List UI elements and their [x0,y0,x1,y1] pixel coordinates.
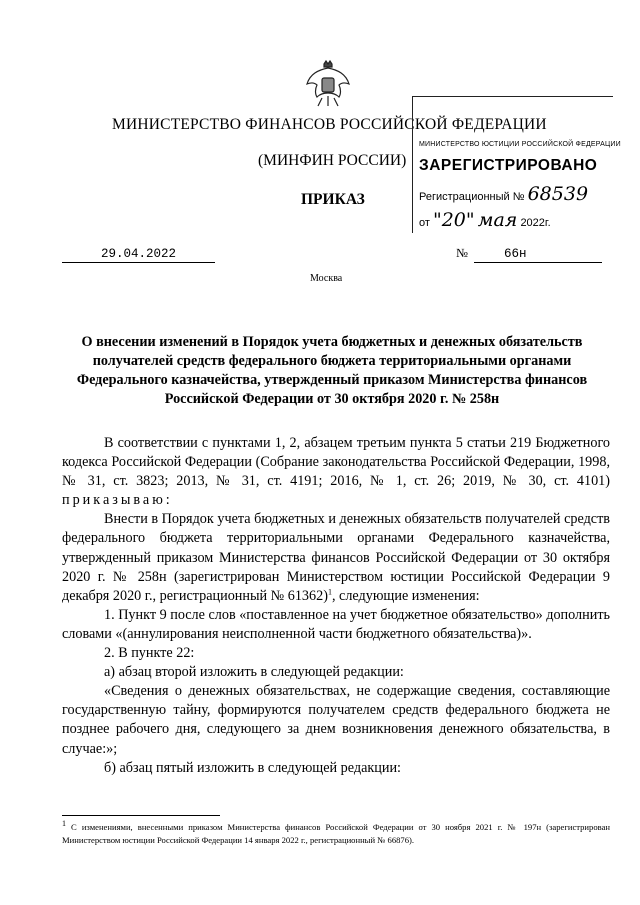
order-number-field [474,246,602,263]
document-title: О внесении изменений в Порядок учета бюджетных и денежных обязательств получателей средств федерального бюджета территориальными органами Федерального казначейства, утвержденный приказом Министерства финансов Российской Федерации от 30 октября 2020 г. № 258н [76,334,588,407]
stamp-reg-number: 68539 [527,183,589,205]
footnote [62,821,610,846]
stamp-date-day: "20" [432,209,475,231]
registration-stamp [412,96,621,233]
city: Москва [310,273,343,284]
paragraph-subitem-b: б) абзац пятый изложить в следующей редакции: [104,759,402,776]
footnote-text: С изменениями, внесенными приказом Министерства финансов Российской Федерации от 30 ноября 2021 г. № 197н (зарегистрирован Министерством юстиции Российской Федерации 14 января 2022 г., регистрационный № 66876). [62,822,610,845]
ministry-name: МИНИСТЕРСТВО ФИНАНСОВ РОССИЙСКОЙ ФЕДЕРАЦИИ [112,116,547,133]
stamp-reg-line [419,183,615,205]
paragraph-amend: Внести в Порядок учета бюджетных и денежных обязательств получателей средств федерального бюджета территориальными органами Федерального казначейства, утвержденный приказом Министерства финансов Российской Федерации от 30 октября 2020 г. № 258н (зарегистрирован Министерством юстиции Российской Федерации 9 декабря 2020 г., регистрационный № 61362)$^1$, следующие изменения: [62,511,610,604]
paragraph-quote: «Сведения о денежных обязательствах, не содержащие сведения, составляющие государственную тайну, формируются получателем средств федерального бюджета не позднее рабочего дня, следующего за днем возникновения денежного обязательства, в случае:»; [62,683,610,757]
paragraph-basis: В соответствии с пунктами 1, 2, абзацем третьим пункта 5 статьи 219 Бюджетного кодекса Российской Федерации (Собрание законодательства Российской Федерации, 1998, № 31, ст. 3823; 2013, № 31, ст. 4191; 2016, № 1, ст. 26; 2019, № 30, ст. 4101) приказываю: [62,435,610,509]
footnote-ref: 1 [327,587,332,597]
stamp-status: ЗАРЕГИСТРИРОВАНО [419,157,598,174]
footnote-divider [62,815,220,816]
stamp-date-month: мая [477,209,518,231]
stamp-date-label: от [419,217,430,229]
order-number-label: № [456,246,468,260]
document-body [62,434,610,778]
stamp-reg-label: Регистрационный № [419,191,525,203]
coat-of-arms-emblem-icon [302,58,354,110]
order-number: 66н [504,247,527,261]
order-word: приказываю: [62,492,173,509]
ministry-abbreviation: (МИНФИН РОССИИ) [258,152,407,169]
footnote-mark: 1 [62,819,66,829]
order-date: 29.04.2022 [62,246,215,263]
paragraph-item-1: 1. Пункт 9 после слов «поставленное на учет бюджетное обязательство» дополнить словами «(аннулирования неисполненной части бюджетного обязательства)». [62,606,610,642]
stamp-date-line [419,209,615,231]
stamp-date-year: 2022г. [520,217,551,229]
paragraph-subitem-a: а) абзац второй изложить в следующей редакции: [104,664,404,681]
document-type: ПРИКАЗ [301,191,365,208]
stamp-ministry: МИНИСТЕРСТВО ЮСТИЦИИ РОССИЙСКОЙ ФЕДЕРАЦИИ [419,141,621,148]
paragraph-item-2: 2. В пункте 22: [104,645,195,662]
